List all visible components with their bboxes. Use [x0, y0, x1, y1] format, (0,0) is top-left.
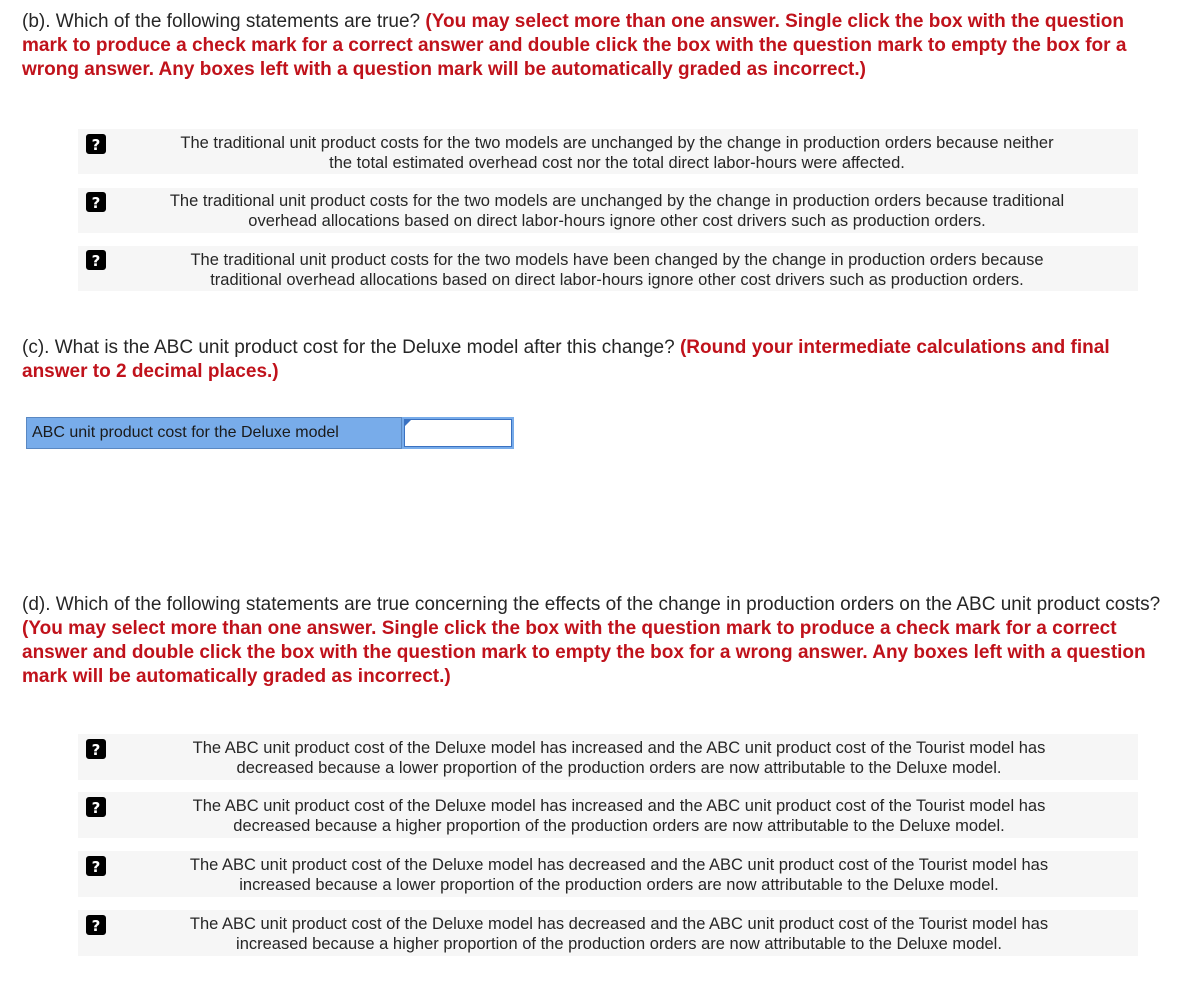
question-mark-box-d-4[interactable]: ? [86, 915, 106, 935]
input-corner-marker-icon [404, 419, 412, 427]
option-d-3-line2: increased because a lower proportion of the production orders are now attributable to the Deluxe model. [239, 876, 999, 894]
option-b-3-line1: The traditional unit product costs for the two models have been changed by the change in production orders because [190, 251, 1044, 269]
option-d-3-text [130, 855, 1108, 895]
option-d-4-line1: The ABC unit product cost of the Deluxe model has decreased and the ABC unit product cost of the Tourist model has [189, 915, 1049, 933]
question-d-instruction: (You may select more than one answer. Single click the box with the question mark to produce a check mark for a correct answer and double click the box with the question mark to empty the box for a wrong answer. Any boxes left with a question mark will be automatically graded as incorrect.) [22, 618, 1146, 687]
question-mark-box-b-1[interactable]: ? [86, 134, 106, 154]
question-b [22, 10, 1162, 82]
option-d-4 [78, 910, 1138, 956]
abc-cost-input-wrapper [402, 417, 514, 449]
option-d-4-line2: increased because a higher proportion of the production orders are now attributable to the Deluxe model. [236, 935, 1002, 953]
option-b-3-text [132, 250, 1102, 290]
question-mark-box-d-2[interactable]: ? [86, 797, 106, 817]
option-d-2-line1: The ABC unit product cost of the Deluxe model has increased and the ABC unit product cost of the Tourist model has [192, 797, 1046, 815]
option-d-3 [78, 851, 1138, 897]
option-b-2-line2: overhead allocations based on direct labor-hours ignore other cost drivers such as production orders. [248, 212, 986, 230]
option-b-3-line2: traditional overhead allocations based on direct labor-hours ignore other cost drivers such as production orders. [210, 271, 1024, 289]
question-c [22, 336, 1162, 384]
option-d-1 [78, 734, 1138, 780]
option-d-1-text [134, 738, 1104, 778]
question-mark-box-d-3[interactable]: ? [86, 856, 106, 876]
option-b-1-text [122, 133, 1112, 173]
question-mark-box-b-2[interactable]: ? [86, 192, 106, 212]
option-b-1-line1: The traditional unit product costs for the two models are unchanged by the change in production orders because neither [180, 134, 1054, 152]
option-d-1-line1: The ABC unit product cost of the Deluxe model has increased and the ABC unit product cost of the Tourist model has [192, 739, 1046, 757]
option-d-2 [78, 792, 1138, 838]
question-mark-box-d-1[interactable]: ? [86, 739, 106, 759]
abc-cost-label: ABC unit product cost for the Deluxe model [26, 417, 402, 449]
option-d-4-text [130, 914, 1108, 954]
option-b-1 [78, 129, 1138, 174]
option-b-1-line2: the total estimated overhead cost nor the total direct labor-hours were affected. [329, 154, 905, 172]
option-d-2-line2: decreased because a higher proportion of the production orders are now attributable to the Deluxe model. [233, 817, 1005, 835]
question-d-lead: (d). Which of the following statements are true concerning the effects of the change in production orders on the ABC unit product costs? [22, 594, 1161, 615]
question-c-instruction: (Round your intermediate calculations and final answer to 2 decimal places.) [22, 337, 1110, 382]
question-b-lead: (b). Which of the following statements are true? [22, 11, 426, 32]
option-d-2-text [134, 796, 1104, 836]
question-c-lead: (c). What is the ABC unit product cost for the Deluxe model after this change? [22, 337, 680, 358]
option-d-3-line1: The ABC unit product cost of the Deluxe model has decreased and the ABC unit product cost of the Tourist model has [189, 856, 1049, 874]
question-b-instruction: (You may select more than one answer. Single click the box with the question mark to produce a check mark for a correct answer and double click the box with the question mark to empty the box for a wrong answer. Any boxes left with a question mark will be automatically graded as incorrect.) [22, 11, 1127, 80]
question-mark-box-b-3[interactable]: ? [86, 250, 106, 270]
option-b-2-line1: The traditional unit product costs for the two models are unchanged by the change in production orders because traditional [169, 192, 1065, 210]
question-d [22, 593, 1162, 689]
option-b-2-text [110, 191, 1124, 231]
option-b-2 [78, 188, 1138, 233]
abc-cost-input[interactable] [404, 419, 512, 447]
option-b-3 [78, 246, 1138, 291]
option-d-1-line2: decreased because a lower proportion of the production orders are now attributable to the Deluxe model. [236, 759, 1002, 777]
abc-cost-row [26, 417, 514, 449]
